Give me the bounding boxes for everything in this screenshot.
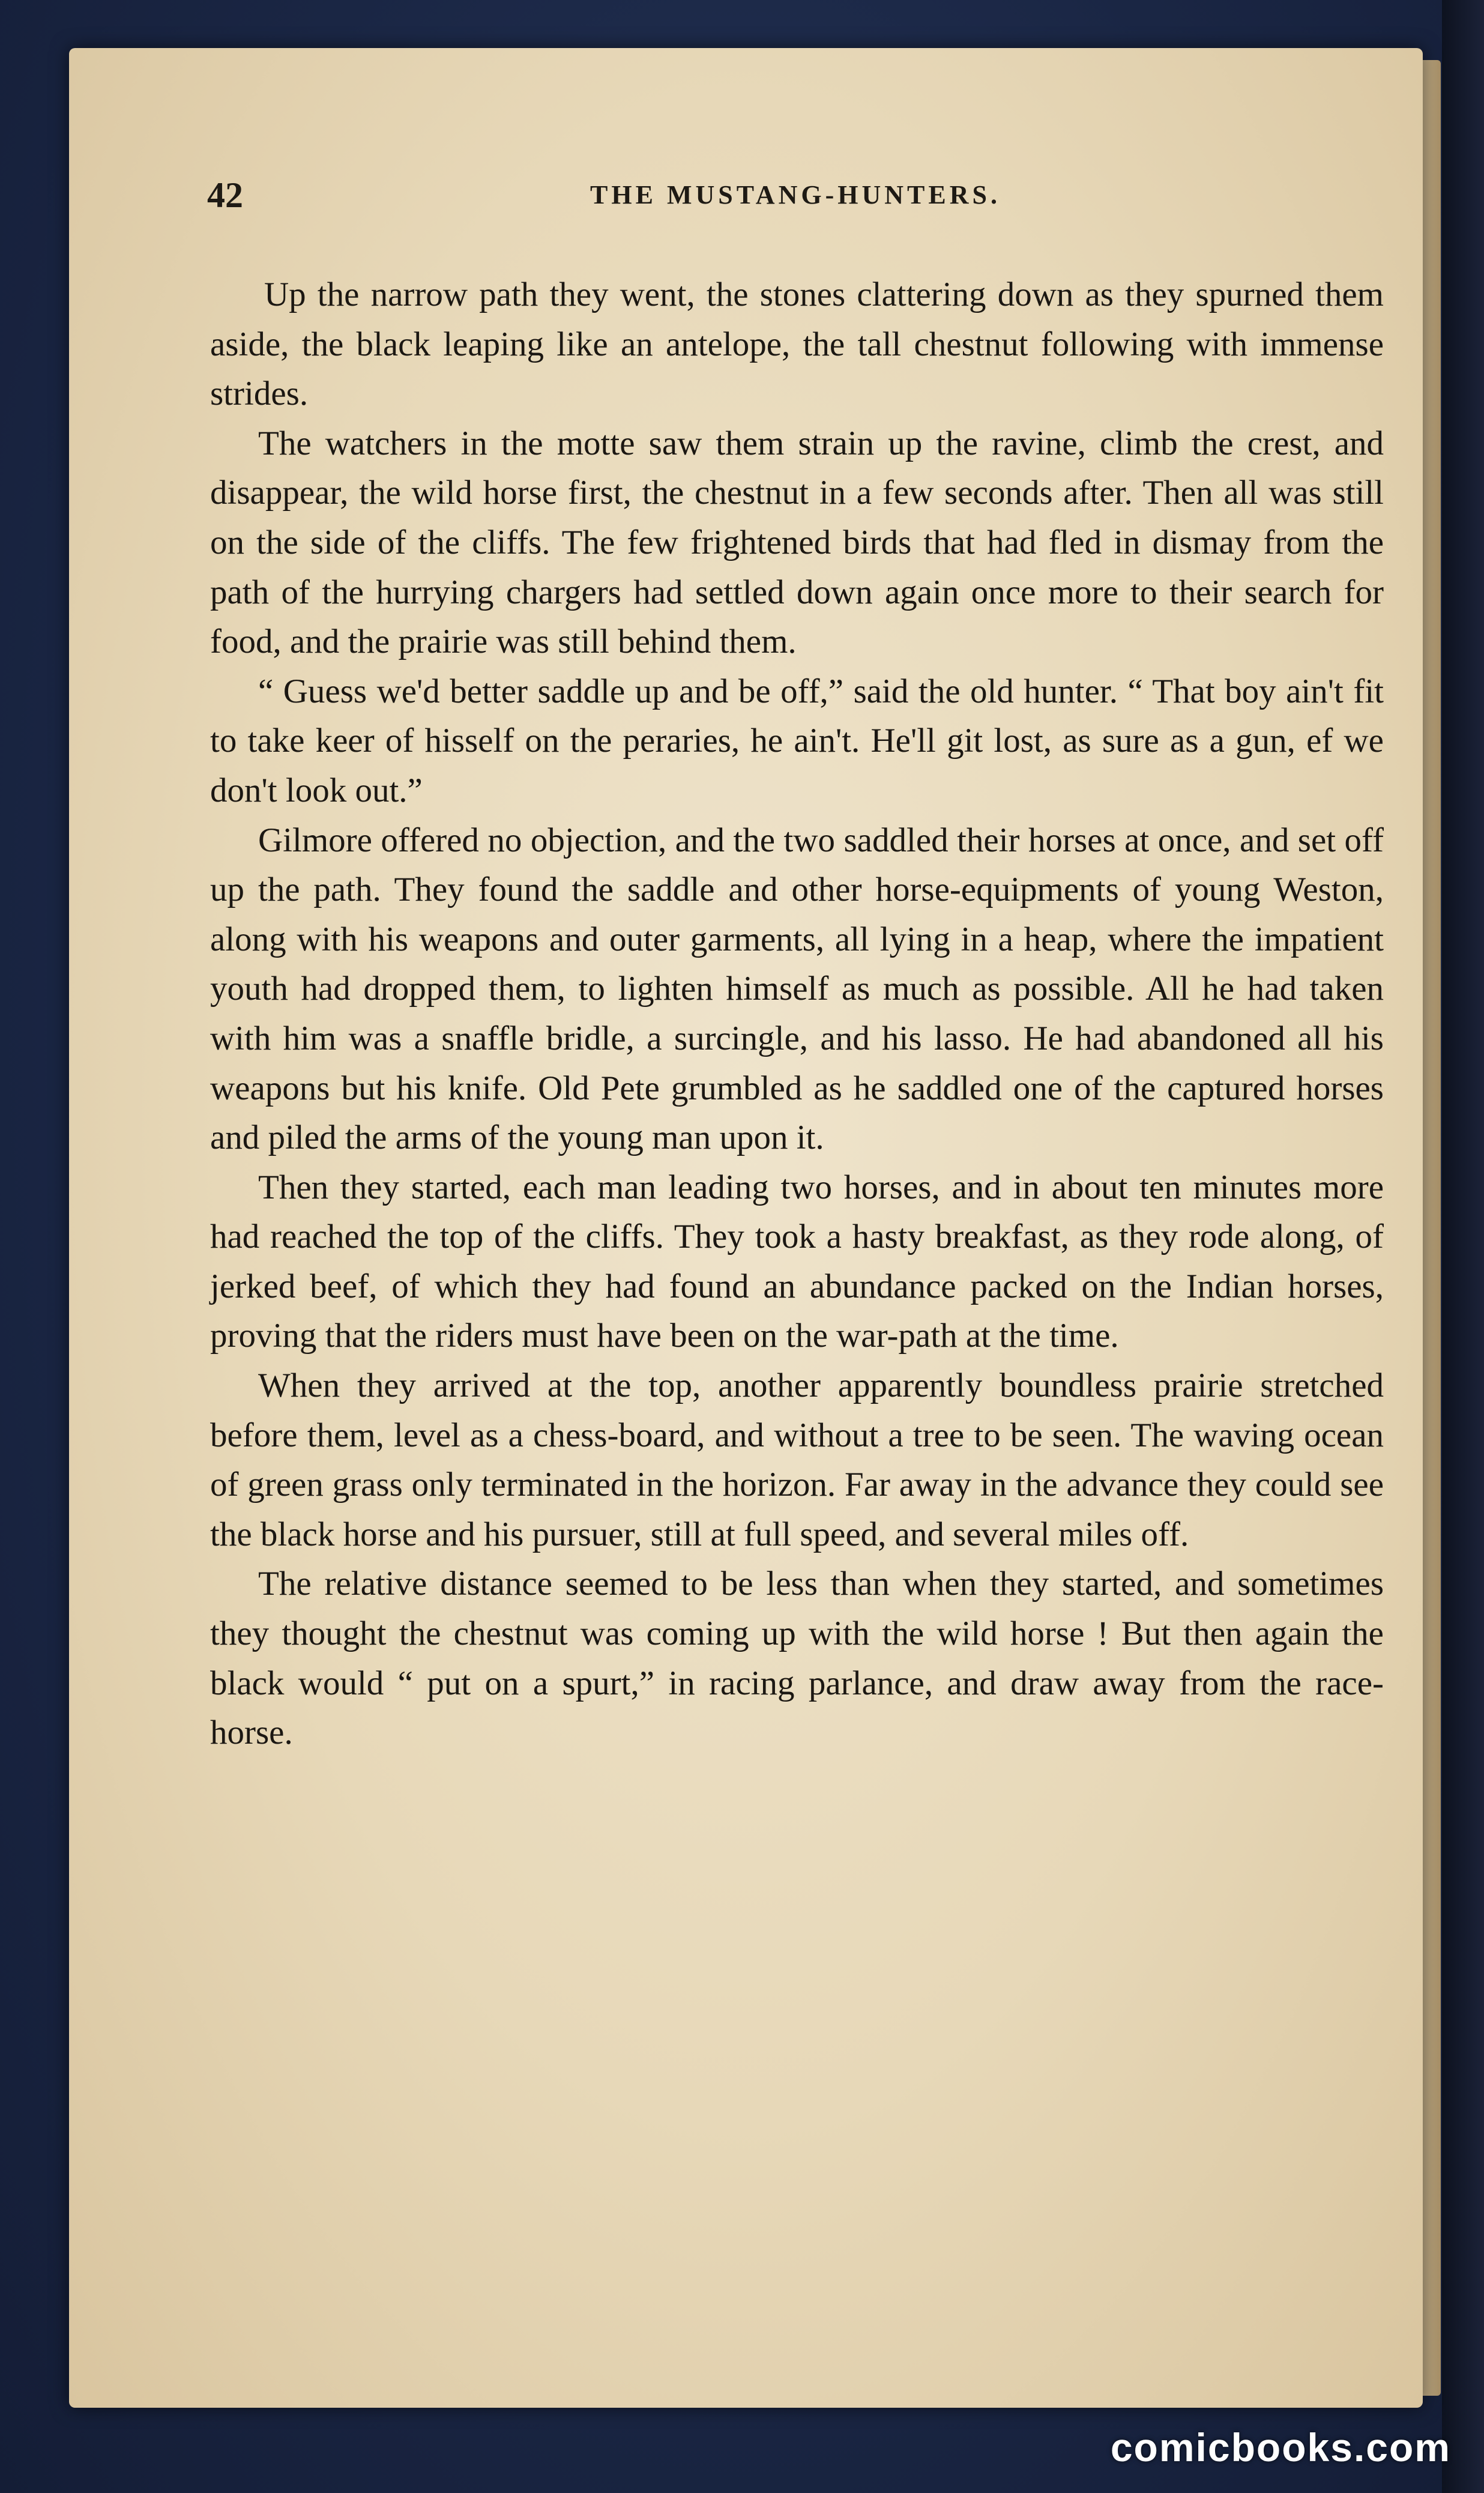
paragraph: Gilmore offered no objection, and the two saddled their horses at once, and set off up the path. They found the saddle and other horse-equipments of young Weston, along with his weapons and outer garments, all lying in a heap, where the impatient youth had dropped them, to lighten himself as much as possible. All he had taken with him was a snaffle bridle, a surcingle, and his lasso. He had abandoned all his weapons but his knife. Old Pete grumbled as he saddled one of the captured horses and piled the arms of the young man upon it. <box>210 821 1384 1157</box>
running-head: THE MUSTANG-HUNTERS. <box>590 180 1001 210</box>
paragraph: “ Guess we'd better saddle up and be off,” said the old hunter. “ That boy ain't fit to take keer of hisself on the peraries, he ain't. He'll git lost, as sure as a gun, ef we don't look out.” <box>210 672 1384 809</box>
page-header <box>207 171 1384 219</box>
paragraph: Up the narrow path they went, the stones clattering down as they spurned them aside, the black leaping like an antelope, the tall chestnut following with immense strides. <box>210 276 1384 413</box>
body-text <box>210 270 1384 1758</box>
paragraph: When they arrived at the top, another apparently boundless prairie stretched before them, level as a chess-board, and without a tree to be seen. The waving ocean of green grass only terminated in the horizon. Far away in the advance they could see the black horse and his pursuer, still at full speed, and several miles off. <box>210 1367 1384 1553</box>
watermark: comicbooks.com <box>1110 2425 1451 2470</box>
page-edge <box>1423 60 1441 2396</box>
book-spine <box>1442 0 1484 2493</box>
paragraph: The watchers in the motte saw them strain up the ravine, climb the crest, and disappear, the wild horse first, the chestnut in a few seconds after. Then all was still on the side of the cliffs. The few frightened birds that had fled in dismay from the path of the hurrying chargers had settled down again once more to their search for food, and the prairie was still behind them. <box>210 424 1384 661</box>
paragraph: Then they started, each man leading two horses, and in about ten minutes more had reached the top of the cliffs. They took a hasty breakfast, as they rode along, of jerked beef, of which they had found an abundance packed on the Indian horses, proving that the riders must have been on the war-path at the time. <box>210 1168 1384 1355</box>
page-number: 42 <box>207 175 243 215</box>
paragraph: The relative distance seemed to be less than when they started, and sometimes they thought the chestnut was coming up with the wild horse ! But then again the black would “ put on a spurt,” in racing parlance, and draw away from the race-horse. <box>210 1565 1384 1752</box>
